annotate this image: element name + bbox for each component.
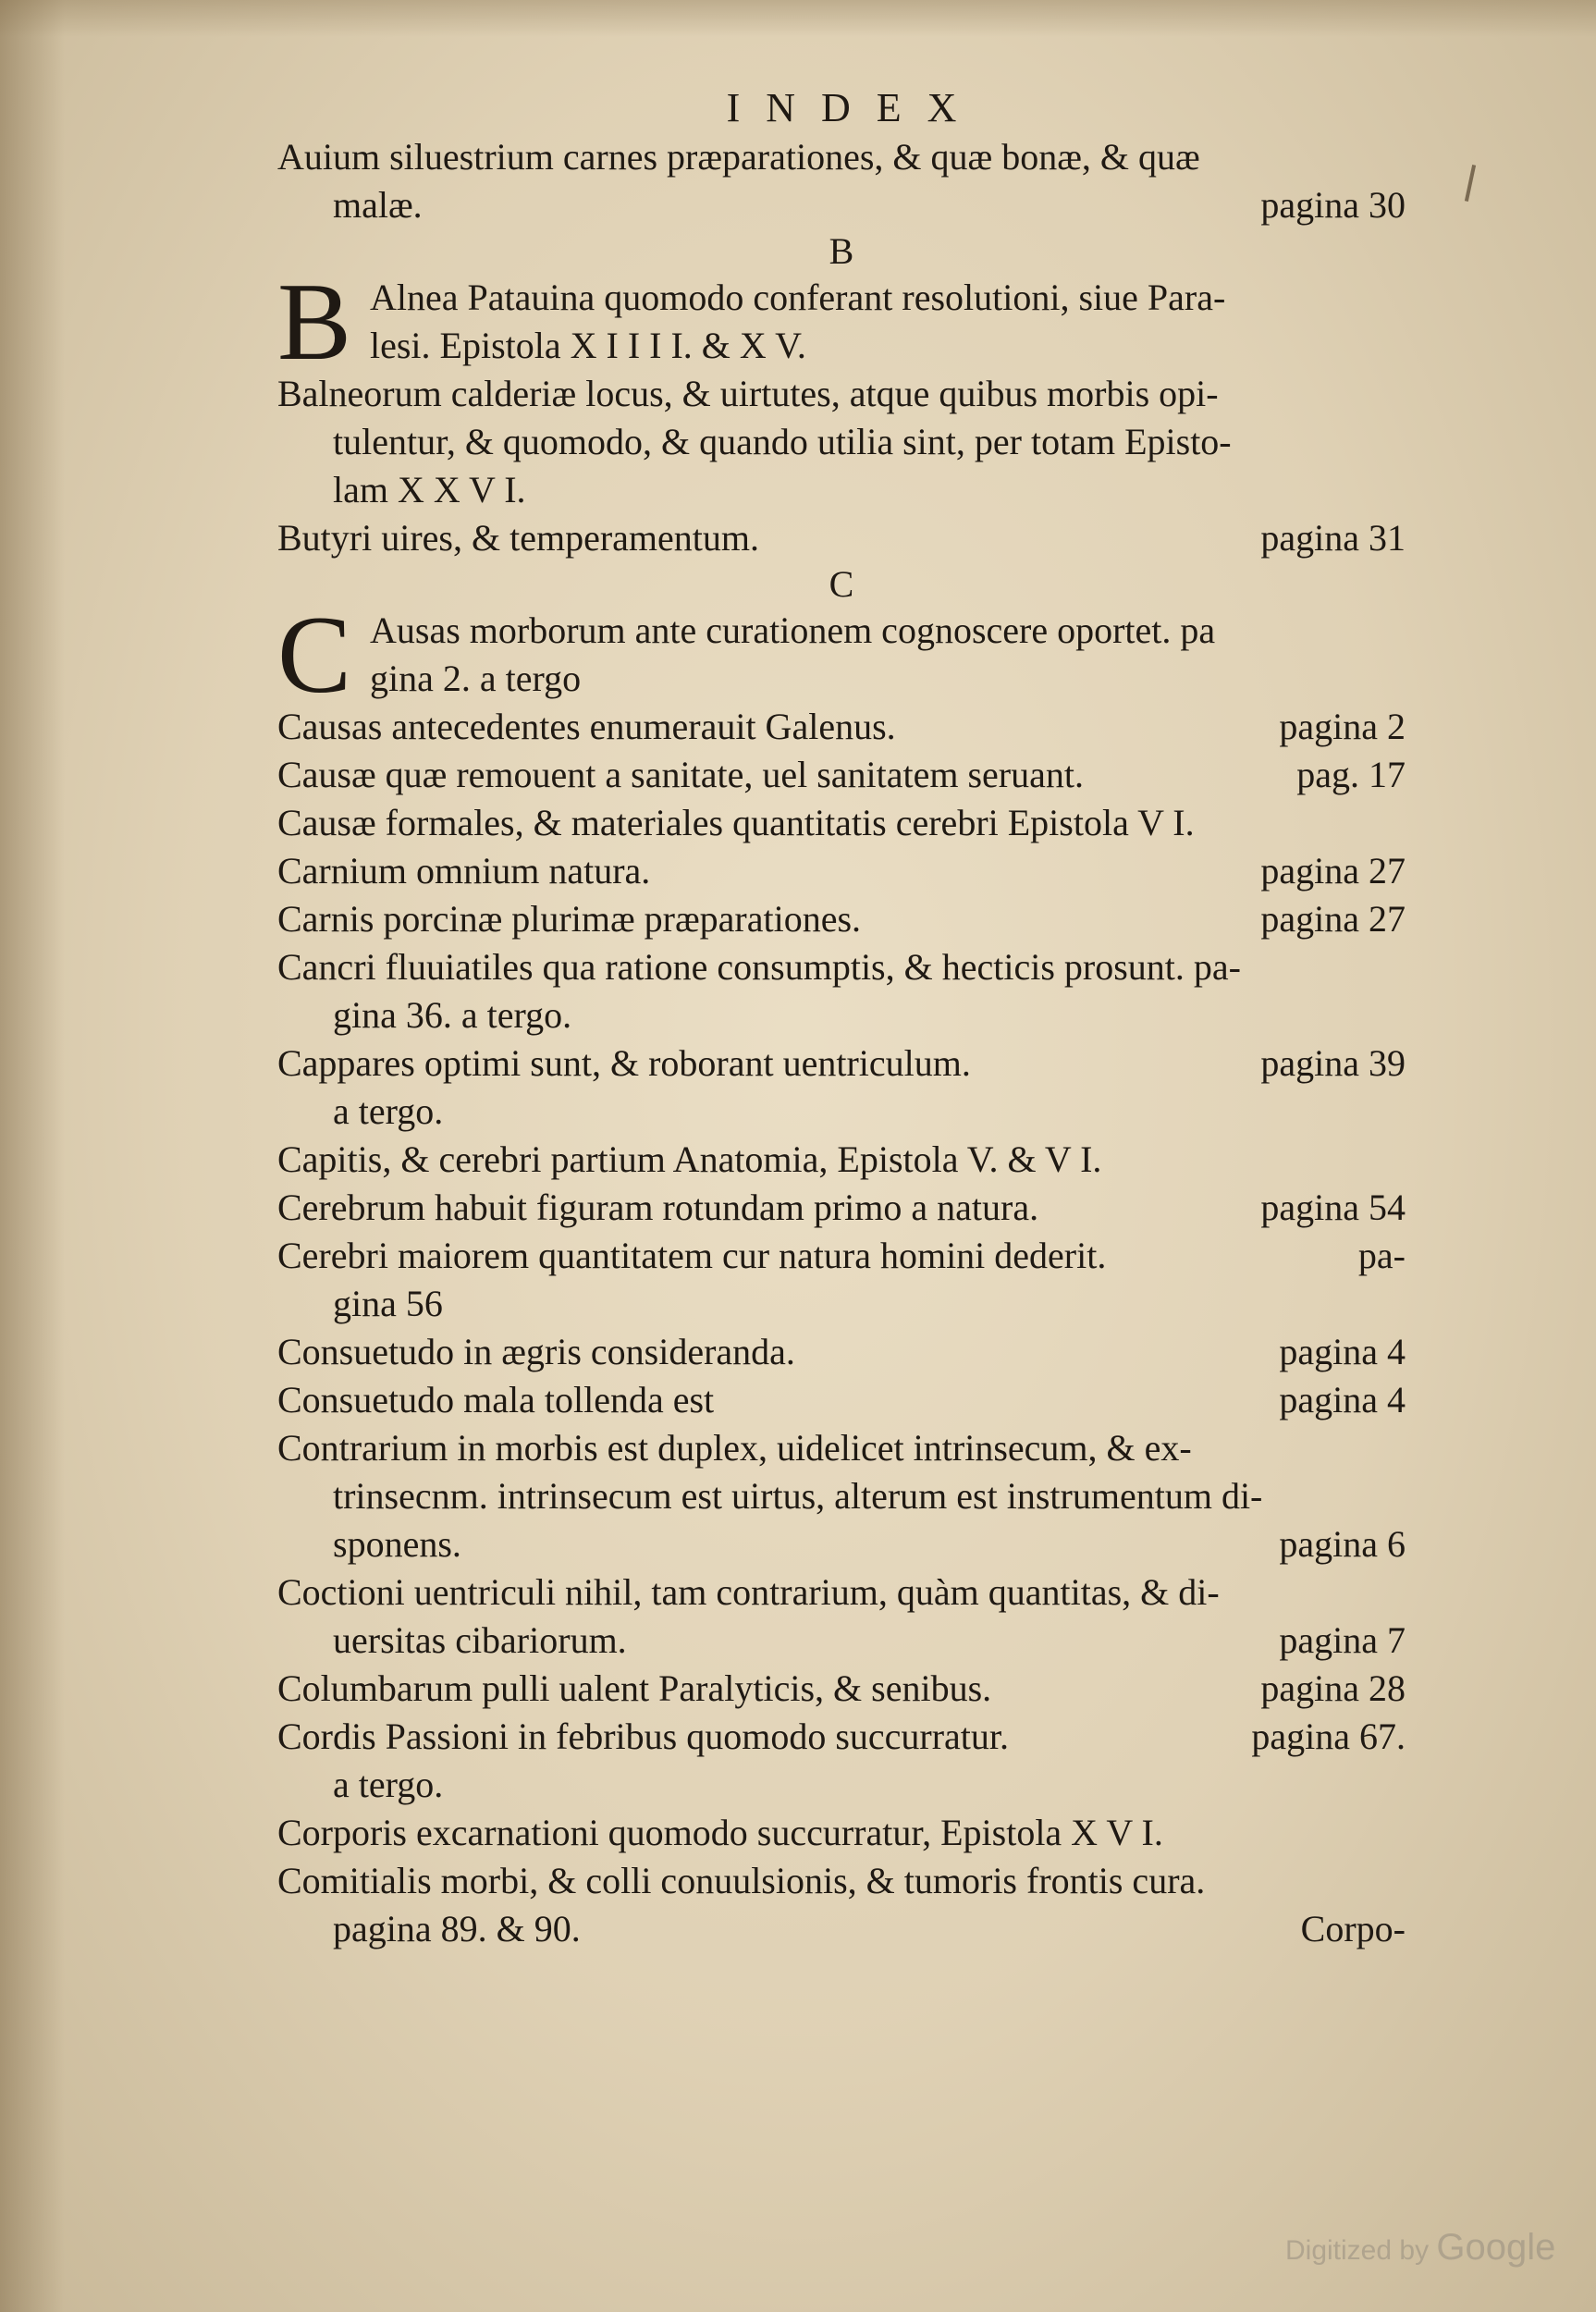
index-entry <box>277 703 1406 751</box>
watermark-prefix: Digitized by <box>1285 2235 1430 2266</box>
index-entry <box>277 370 1406 514</box>
index-entry <box>277 1184 1406 1232</box>
page-ref: pagina 2 <box>1279 706 1406 747</box>
entry-line: uersitas cibariorum. <box>333 1619 627 1661</box>
entry-line: Comitialis morbi, & colli conuulsionis, & tumoris frontis cura. <box>277 1860 1206 1901</box>
page-ref: pagina 6 <box>1279 1523 1406 1565</box>
page-top-shadow <box>0 0 1596 37</box>
digitized-watermark <box>1285 2227 1555 2269</box>
entry-line: Columbarum pulli ualent Paralyticis, & senibus. <box>277 1667 992 1709</box>
watermark-brand: Google <box>1436 2227 1556 2268</box>
drop-cap: B <box>277 260 352 383</box>
index-entry <box>277 1713 1406 1809</box>
catchword: Corpo- <box>1300 1908 1406 1949</box>
index-entry <box>277 1424 1406 1568</box>
entry-line: gina 2. a tergo <box>370 658 582 699</box>
entry-line: Cancri fluuiatiles qua ratione consumptis, & hecticis prosunt. pa- <box>277 946 1241 988</box>
entry-line: Corporis excarnationi quomodo succurratur, Epistola X V I. <box>277 1812 1163 1853</box>
index-entry <box>277 1039 1406 1136</box>
page-ref: pagina 67. <box>1251 1716 1406 1757</box>
entry-line: Butyri uires, & temperamentum. <box>277 517 759 559</box>
page-ref: pag. 17 <box>1296 754 1406 795</box>
entry-line: sponens. <box>333 1523 461 1565</box>
entry-line: Causæ formales, & materiales quantitatis cerebri Epistola V I. <box>277 802 1195 843</box>
index-entry <box>277 943 1406 1039</box>
entry-line: lam X X V I. <box>333 469 526 510</box>
page-ref: pagina 39 <box>1260 1042 1406 1084</box>
page-ref: pagina 27 <box>1260 850 1406 892</box>
page-ref: pagina 54 <box>1260 1187 1406 1228</box>
index-entry <box>277 1568 1406 1665</box>
section-letter: C <box>829 563 854 605</box>
index-entry <box>277 593 1406 716</box>
entry-line: pagina 89. & 90. <box>333 1908 581 1949</box>
entry-line: Auium siluestrium carnes præparationes, & quæ bonæ, & quæ <box>277 136 1200 178</box>
entry-line: lesi. Epistola X I I I I. & X V. <box>370 325 806 366</box>
entry-line: Cerebri maiorem quantitatem cur natura homini dederit. <box>277 1235 1107 1276</box>
entry-line: Contrarium in morbis est duplex, uidelicet intrinsecum, & ex- <box>277 1427 1192 1469</box>
entry-line: a tergo. <box>333 1090 444 1132</box>
entry-line: Coctioni uentriculi nihil, tam contrarium, quàm quantitas, & di- <box>277 1571 1220 1613</box>
drop-cap: C <box>277 593 352 716</box>
index-entry <box>277 1857 1406 1953</box>
page-ref: pagina 27 <box>1260 898 1406 940</box>
entry-line: Balneorum calderiæ locus, & uirtutes, atque quibus morbis opi- <box>277 373 1219 414</box>
entry-line: Cappares optimi sunt, & roborant uentriculum. <box>277 1042 971 1084</box>
index-entry <box>277 133 1406 229</box>
index-entry <box>277 847 1406 895</box>
entry-line: a tergo. <box>333 1764 444 1805</box>
index-entry <box>277 260 1406 383</box>
page-ref: pagina 31 <box>1260 517 1406 559</box>
index-entry <box>277 1136 1406 1184</box>
index-entry <box>277 1328 1406 1376</box>
entry-line: Alnea Patauina quomodo conferant resolutioni, siue Para- <box>370 277 1226 318</box>
entry-line: Ausas morborum ante curationem cognoscere oportet. pa <box>370 609 1216 651</box>
page-ref: pagina 7 <box>1279 1619 1406 1661</box>
entry-line: Carnis porcinæ plurimæ præparationes. <box>277 898 862 940</box>
index-entry <box>277 1809 1406 1857</box>
index-entry <box>277 514 1406 562</box>
page-edge-shadow <box>0 0 65 2312</box>
entry-line: tulentur, & quomodo, & quando utilia sint, per totam Episto- <box>333 421 1232 462</box>
entry-line: trinsecnm. intrinsecum est uirtus, alterum est instrumentum di- <box>333 1475 1263 1517</box>
entry-line: gina 36. a tergo. <box>333 994 572 1036</box>
page-ref: pa- <box>1357 1235 1406 1276</box>
index-entry <box>277 895 1406 943</box>
entry-line: Consuetudo mala tollenda est <box>277 1379 715 1420</box>
index-entry <box>277 1376 1406 1424</box>
page-ref: pagina 28 <box>1260 1667 1406 1709</box>
page-header: INDEX <box>726 85 983 130</box>
entry-line: Cordis Passioni in febribus quomodo succurratur. <box>277 1716 1010 1757</box>
index-entry <box>277 1665 1406 1713</box>
entry-line: Causæ quæ remouent a sanitate, uel sanitatem seruant. <box>277 754 1084 795</box>
entry-line: gina 56 <box>333 1283 443 1324</box>
index-entry <box>277 751 1406 799</box>
entry-line: Cerebrum habuit figuram rotundam primo a natura. <box>277 1187 1039 1228</box>
entry-line: Capitis, & cerebri partium Anatomia, Epistola V. & V I. <box>277 1138 1102 1180</box>
page-ref: pagina 4 <box>1279 1331 1406 1372</box>
index-entry <box>277 799 1406 847</box>
entry-line: malæ. <box>333 184 423 226</box>
entry-line: Carnium omnium natura. <box>277 850 651 892</box>
section-letter: B <box>829 230 854 272</box>
entry-line: Causas antecedentes enumerauit Galenus. <box>277 706 896 747</box>
index-entry <box>277 1232 1406 1328</box>
entry-line: Consuetudo in ægris consideranda. <box>277 1331 795 1372</box>
index-text <box>277 83 1406 1953</box>
page-ref: pagina 4 <box>1279 1379 1406 1420</box>
page-ref: pagina 30 <box>1260 184 1406 226</box>
